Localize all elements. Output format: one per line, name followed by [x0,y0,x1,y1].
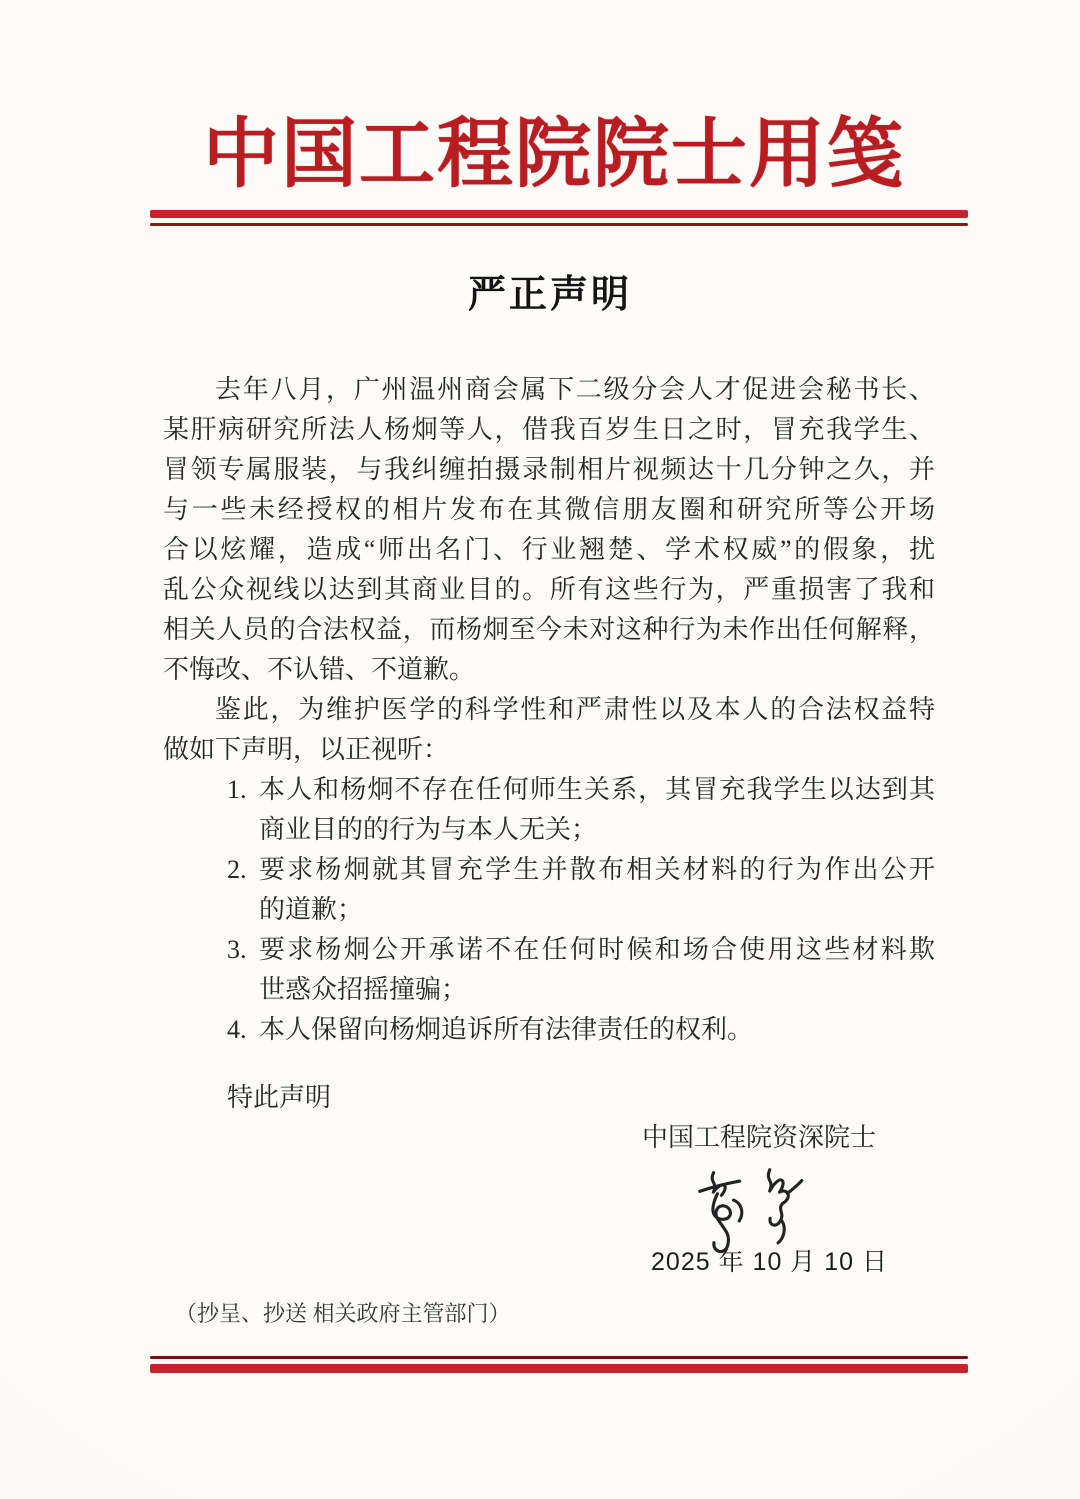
text-line: 本人保留向杨炯追诉所有法律责任的权利。 [259,1015,754,1045]
text-line: 去年八月，广州温州商会属下二级分会人才促进会秘书长、 [215,375,935,405]
demand-number: 3. [227,935,247,965]
footer-divider [150,1356,968,1373]
text-line: 要求杨炯就其冒充学生并散布相关材料的行为作出公开 [259,855,935,885]
signer-title: 中国工程院资深院士 [641,1123,876,1153]
handwritten-signature [678,1159,818,1262]
demands-list [163,770,935,1050]
demand-item-2 [227,850,935,930]
text-line: 不悔改、不认错、不道歉。 [163,655,476,685]
divider-thin-line [150,223,968,226]
text-line: 冒领专属服装，与我纠缠拍摄录制相片视频达十几分钟之久，并 [163,455,935,485]
text-line: 某肝病研究所法人杨炯等人，借我百岁生日之时，冒充我学生、 [163,415,935,445]
divider-thick-line [150,210,968,218]
text-line: 要求杨炯公开承诺不在任何时候和场合使用这些材料欺 [259,935,935,965]
text-line: 与一些未经授权的相片发布在其微信朋友圈和研究所等公开场 [163,495,935,525]
text-line: 相关人员的合法权益，而杨炯至今未对这种行为未作出任何解释， [163,615,935,645]
text-line: 鉴此，为维护医学的科学性和严肃性以及本人的合法权益特 [215,695,935,725]
divider-thick-line [150,1364,968,1373]
demand-item-1 [227,770,935,850]
text-line: 世惑众招摇撞骗； [259,975,468,1005]
closing-phrase: 特此声明 [227,1083,332,1113]
demand-text [259,930,935,1010]
text-line: 的道歉； [259,895,364,925]
text-line: 合以炫耀，造成“师出名门、行业翘楚、学术权威”的假象，扰 [163,535,935,565]
letterhead-divider [150,210,968,226]
demand-item-4 [227,1010,935,1050]
date-line: 2025 年 10 月 10 日 [651,1248,888,1277]
cc-note: （抄呈、抄送 相关政府主管部门） [175,1301,511,1327]
paragraph-2 [163,690,935,770]
text-line: 本人和杨炯不存在任何师生关系，其冒充我学生以达到其 [259,775,935,805]
letterhead-title: 中国工程院院士用笺 [203,113,905,197]
demand-number: 4. [227,1015,247,1045]
text-line: 做如下声明，以正视听： [163,735,450,765]
demand-number: 1. [227,775,247,805]
demand-text [259,850,935,930]
text-line: 商业目的的行为与本人无关； [259,815,598,845]
divider-thin-line [150,1356,968,1359]
demand-text [259,770,935,850]
statement-title: 严正声明 [467,274,632,317]
demand-number: 2. [227,855,247,885]
text-line: 乱公众视线以达到其商业目的。所有这些行为，严重损害了我和 [163,575,935,605]
paragraph-1 [163,370,935,690]
demand-text [259,1010,935,1050]
demand-item-3 [227,930,935,1010]
statement-body [163,370,935,1332]
